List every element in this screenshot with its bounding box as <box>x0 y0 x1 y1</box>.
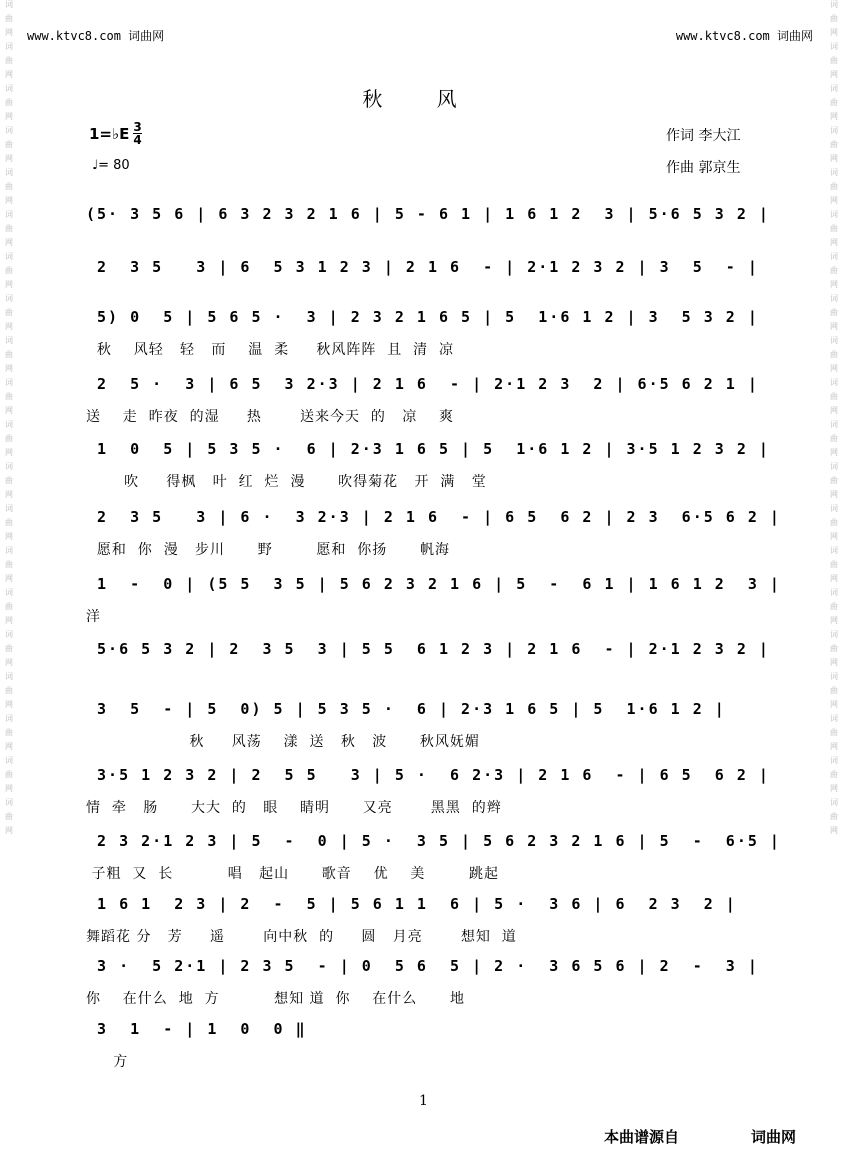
watermark-glyph: 曲 <box>830 812 838 821</box>
watermark-glyph: 词 <box>830 546 838 555</box>
watermark-glyph: 网 <box>830 616 838 625</box>
watermark-glyph: 词 <box>5 630 13 639</box>
watermark-glyph: 词 <box>5 420 13 429</box>
watermark-glyph: 网 <box>830 28 838 37</box>
key-signature <box>89 121 142 146</box>
watermark-glyph: 词 <box>830 798 838 807</box>
watermark-glyph: 词 <box>830 756 838 765</box>
watermark-glyph: 网 <box>5 196 13 205</box>
notation-line: 2 3 5 3 | 6 · 3 2·3 | 2 1 6 - | 6 5 6 2 | 2 3 6·5 6 2 | <box>86 508 781 526</box>
lyrics-line: 吹 得枫 叶 红 烂 漫 吹得菊花 开 满 堂 <box>86 474 487 490</box>
watermark-glyph: 曲 <box>830 224 838 233</box>
lyrics-line: 情 牵 肠 大大 的 眼 睛明 又亮 黑黑 的辫 <box>86 800 502 816</box>
watermark-glyph: 曲 <box>5 602 13 611</box>
watermark-glyph: 词 <box>5 84 13 93</box>
watermark-glyph: 曲 <box>830 308 838 317</box>
key-label: 1=♭E <box>89 124 130 143</box>
site-header-right: www.ktvc8.com 词曲网 <box>675 29 813 43</box>
notation-line: 2 3 2·1 2 3 | 5 - 0 | 5 · 3 5 | 5 6 2 3 2 1 6 | 5 - 6·5 | <box>86 832 781 850</box>
watermark-glyph: 曲 <box>5 224 13 233</box>
notation-line: 1 - 0 | (5 5 3 5 | 5 6 2 3 2 1 6 | 5 - 6 1 | 1 6 1 2 3 | <box>86 575 781 593</box>
watermark-glyph: 网 <box>830 532 838 541</box>
watermark-glyph: 词 <box>830 420 838 429</box>
notation-line: 2 5 · 3 | 6 5 3 2·3 | 2 1 6 - | 2·1 2 3 2 | 6·5 6 2 1 | <box>86 375 759 393</box>
watermark-glyph: 词 <box>830 0 838 9</box>
watermark-glyph: 词 <box>5 462 13 471</box>
watermark-glyph: 词 <box>830 672 838 681</box>
watermark-glyph: 词 <box>5 294 13 303</box>
watermark-glyph: 网 <box>830 490 838 499</box>
lyrics-line: 洋 <box>86 609 101 625</box>
time-signature <box>133 121 141 146</box>
lyrics-line: 你 在什么 地 方 想知 道 你 在什么 地 <box>86 991 465 1007</box>
notation-line: (5· 3 5 6 | 6 3 2 3 2 1 6 | 5 - 6 1 | 1 6 1 2 3 | 5·6 5 3 2 | <box>86 205 770 223</box>
notation-line: 3·5 1 2 3 2 | 2 5 5 3 | 5 · 6 2·3 | 2 1 6 - | 6 5 6 2 | <box>86 766 770 784</box>
watermark-glyph: 曲 <box>830 518 838 527</box>
site-header-left: www.ktvc8.com 词曲网 <box>27 29 165 43</box>
watermark-strip-right <box>827 0 841 1172</box>
source-label: 本曲谱源自 <box>604 1128 680 1146</box>
watermark-glyph: 网 <box>5 742 13 751</box>
watermark-glyph: 词 <box>5 672 13 681</box>
watermark-glyph: 词 <box>830 462 838 471</box>
tempo-marking: ♩= 80 <box>92 158 130 173</box>
notation-line: 5) 0 5 | 5 6 5 · 3 | 2 3 2 1 6 5 | 5 1·6 1 2 | 3 5 3 2 | <box>86 308 759 326</box>
watermark-glyph: 曲 <box>5 476 13 485</box>
song-title: 秋 风 <box>362 87 481 111</box>
watermark-glyph: 网 <box>830 154 838 163</box>
watermark-glyph: 词 <box>830 126 838 135</box>
watermark-glyph: 曲 <box>5 686 13 695</box>
watermark-glyph: 网 <box>5 448 13 457</box>
watermark-glyph: 曲 <box>830 182 838 191</box>
notation-line: 1 6 1 2 3 | 2 - 5 | 5 6 1 1 6 | 5 · 3 6 | 6 2 3 2 | <box>86 895 737 913</box>
watermark-glyph: 网 <box>5 490 13 499</box>
watermark-glyph: 曲 <box>830 728 838 737</box>
composer-credit: 作曲 郭京生 <box>666 160 741 176</box>
watermark-glyph: 网 <box>5 364 13 373</box>
watermark-glyph: 网 <box>830 70 838 79</box>
watermark-glyph: 网 <box>5 784 13 793</box>
watermark-glyph: 网 <box>5 280 13 289</box>
watermark-glyph: 曲 <box>830 140 838 149</box>
watermark-glyph: 曲 <box>830 476 838 485</box>
watermark-glyph: 网 <box>830 322 838 331</box>
notation-line: 3 · 5 2·1 | 2 3 5 - | 0 5 6 5 | 2 · 3 6 5 6 | 2 - 3 | <box>86 957 759 975</box>
watermark-glyph: 曲 <box>5 182 13 191</box>
watermark-glyph: 曲 <box>5 98 13 107</box>
watermark-glyph: 词 <box>830 630 838 639</box>
watermark-glyph: 曲 <box>830 686 838 695</box>
watermark-glyph: 网 <box>5 826 13 835</box>
watermark-glyph: 词 <box>5 210 13 219</box>
watermark-glyph: 网 <box>5 70 13 79</box>
watermark-glyph: 词 <box>830 294 838 303</box>
notation-line: 3 1 - | 1 0 0 ‖ <box>86 1020 307 1038</box>
watermark-glyph: 词 <box>830 588 838 597</box>
watermark-glyph: 词 <box>830 504 838 513</box>
watermark-glyph: 词 <box>5 756 13 765</box>
watermark-glyph: 词 <box>5 546 13 555</box>
lyrics-line: 送 走 昨夜 的湿 热 送来今天 的 凉 爽 <box>86 409 455 425</box>
watermark-glyph: 网 <box>830 364 838 373</box>
watermark-glyph: 曲 <box>5 728 13 737</box>
time-bottom: 4 <box>133 133 142 147</box>
notation-line: 2 3 5 3 | 6 5 3 1 2 3 | 2 1 6 - | 2·1 2 3 2 | 3 5 - | <box>86 258 759 276</box>
watermark-glyph: 词 <box>5 252 13 261</box>
watermark-glyph: 网 <box>5 154 13 163</box>
watermark-glyph: 网 <box>5 112 13 121</box>
watermark-glyph: 曲 <box>5 518 13 527</box>
page-number: 1 <box>419 1093 428 1109</box>
watermark-glyph: 曲 <box>5 266 13 275</box>
watermark-glyph: 网 <box>5 700 13 709</box>
watermark-glyph: 曲 <box>5 14 13 23</box>
watermark-glyph: 网 <box>830 112 838 121</box>
watermark-glyph: 网 <box>830 700 838 709</box>
watermark-glyph: 网 <box>5 238 13 247</box>
watermark-glyph: 曲 <box>5 560 13 569</box>
watermark-glyph: 词 <box>5 798 13 807</box>
watermark-glyph: 网 <box>830 784 838 793</box>
watermark-glyph: 曲 <box>5 56 13 65</box>
watermark-glyph: 词 <box>830 252 838 261</box>
watermark-glyph: 网 <box>830 742 838 751</box>
watermark-glyph: 曲 <box>5 350 13 359</box>
watermark-glyph: 曲 <box>5 392 13 401</box>
watermark-glyph: 曲 <box>5 770 13 779</box>
watermark-glyph: 词 <box>5 504 13 513</box>
watermark-glyph: 网 <box>830 280 838 289</box>
watermark-glyph: 曲 <box>830 560 838 569</box>
watermark-glyph: 网 <box>830 574 838 583</box>
notation-line: 5·6 5 3 2 | 2 3 5 3 | 5 5 6 1 2 3 | 2 1 6 - | 2·1 2 3 2 | <box>86 640 770 658</box>
watermark-glyph: 网 <box>830 406 838 415</box>
watermark-glyph: 曲 <box>830 644 838 653</box>
lyricist-credit: 作词 李大江 <box>666 128 741 144</box>
lyrics-line: 舞蹈花 分 芳 遥 向中秋 的 圆 月亮 想知 道 <box>86 929 517 945</box>
watermark-glyph: 网 <box>830 238 838 247</box>
watermark-glyph: 词 <box>830 336 838 345</box>
watermark-glyph: 曲 <box>5 644 13 653</box>
watermark-glyph: 词 <box>5 168 13 177</box>
watermark-glyph: 曲 <box>830 392 838 401</box>
watermark-glyph: 词 <box>5 588 13 597</box>
source-site: 词曲网 <box>751 1128 797 1146</box>
watermark-glyph: 词 <box>5 378 13 387</box>
watermark-glyph: 曲 <box>5 434 13 443</box>
watermark-glyph: 词 <box>5 126 13 135</box>
watermark-glyph: 曲 <box>5 140 13 149</box>
lyrics-line: 秋 风轻 轻 而 温 柔 秋风阵阵 且 清 凉 <box>86 342 455 358</box>
watermark-glyph: 网 <box>830 448 838 457</box>
watermark-glyph: 曲 <box>830 14 838 23</box>
lyrics-line: 方 <box>86 1054 129 1070</box>
time-top: 3 <box>133 120 142 134</box>
watermark-glyph: 曲 <box>830 266 838 275</box>
watermark-glyph: 词 <box>830 378 838 387</box>
lyrics-line: 秋 风荡 漾 送 秋 波 秋风妩媚 <box>86 734 480 750</box>
watermark-glyph: 词 <box>830 168 838 177</box>
watermark-glyph: 词 <box>830 210 838 219</box>
watermark-strip-left <box>2 0 16 1172</box>
notation-line: 1 0 5 | 5 3 5 · 6 | 2·3 1 6 5 | 5 1·6 1 2 | 3·5 1 2 3 2 | <box>86 440 770 458</box>
watermark-glyph: 网 <box>5 532 13 541</box>
watermark-glyph: 网 <box>5 322 13 331</box>
watermark-glyph: 曲 <box>830 602 838 611</box>
watermark-glyph: 曲 <box>5 308 13 317</box>
watermark-glyph: 网 <box>830 196 838 205</box>
lyrics-line: 子粗 又 长 唱 起山 歌音 优 美 跳起 <box>86 866 500 882</box>
watermark-glyph: 词 <box>5 42 13 51</box>
watermark-glyph: 网 <box>5 574 13 583</box>
watermark-glyph: 词 <box>5 0 13 9</box>
notation-line: 3 5 - | 5 0) 5 | 5 3 5 · 6 | 2·3 1 6 5 | 5 1·6 1 2 | <box>86 700 726 718</box>
watermark-glyph: 曲 <box>5 812 13 821</box>
watermark-glyph: 曲 <box>830 350 838 359</box>
lyrics-line: 愿和 你 漫 步川 野 愿和 你扬 帆海 <box>86 542 450 558</box>
watermark-glyph: 曲 <box>830 56 838 65</box>
watermark-glyph: 网 <box>5 406 13 415</box>
watermark-glyph: 曲 <box>830 434 838 443</box>
watermark-glyph: 词 <box>5 336 13 345</box>
watermark-glyph: 网 <box>5 658 13 667</box>
watermark-glyph: 词 <box>5 714 13 723</box>
watermark-glyph: 词 <box>830 714 838 723</box>
watermark-glyph: 网 <box>5 28 13 37</box>
watermark-glyph: 词 <box>830 84 838 93</box>
watermark-glyph: 网 <box>830 658 838 667</box>
watermark-glyph: 曲 <box>830 770 838 779</box>
watermark-glyph: 曲 <box>830 98 838 107</box>
watermark-glyph: 网 <box>830 826 838 835</box>
watermark-glyph: 网 <box>5 616 13 625</box>
watermark-glyph: 词 <box>830 42 838 51</box>
